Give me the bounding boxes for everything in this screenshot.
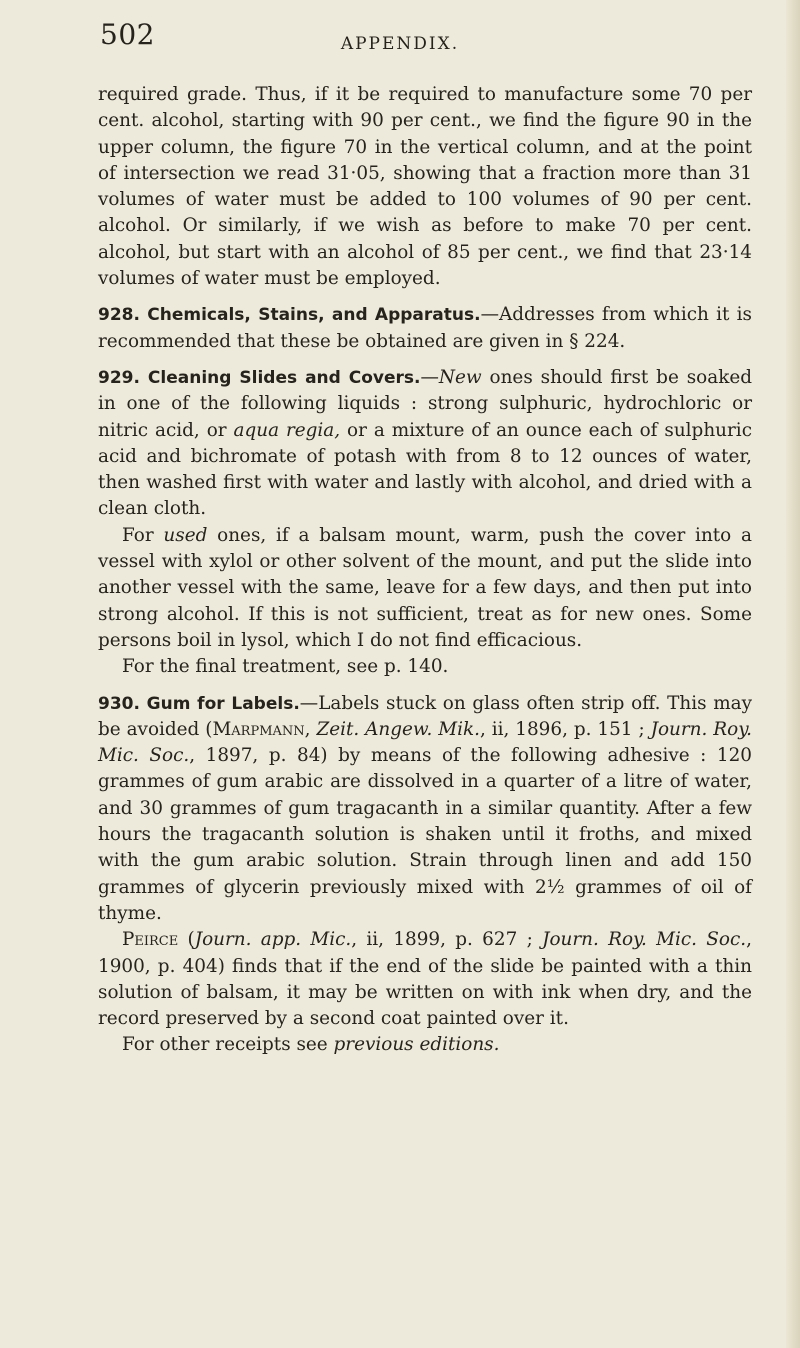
intro-paragraph: required grade. Thus, if it be required to manufacture some 70 per cent. alcohol, starting with 90 per cent., we find the figure 90 in the upper column, the figure 70 in the vertical column, and at the point of intersection we read 31·05, showing that a fraction more than 31 volumes of water must be added to 100 volumes of 90 per cent. alcohol. Or similarly, if we wish as before to make 70 per cent. alcohol, but start with an alcohol of 85 per cent., we find that 23·14 volumes of water must be employed. [98, 84, 752, 290]
section-929-paragraph-3 [98, 654, 752, 680]
section-930-heading: 930. Gum for Labels. [98, 693, 300, 714]
text-run: For [122, 524, 164, 546]
author-marpmann: Marpmann [212, 718, 305, 740]
text-run: For the final treatment, see p. 140. [122, 656, 449, 678]
body-text [98, 82, 752, 1059]
text-run: — [420, 366, 439, 388]
citation-journal: Journ. Roy. Mic. Soc. [542, 929, 747, 951]
section-929-paragraph-1 [98, 365, 752, 523]
text-run: , 1897, p. 84) by means of the following adhesive : 120 grammes of gum arabic are dissolved in a quarter of a litre of water, and 30 grammes of gum tragacanth in a similar quantity. After a few hours the tragacanth solution is shaken until it froths, and mixed with the gum arabic solution. Strain through linen and add 150 grammes of glycerin previously mixed with 2½ grammes of oil of thyme. [98, 745, 752, 924]
text-run: , ii, 1896, p. 151 ; [479, 718, 651, 740]
section-929-heading: 929. Cleaning Slides and Covers. [98, 367, 421, 388]
text-run: or a mixture of an ounce each of sulphuric acid and bichromate of potash with from 8 to 12 ounces of water, then washed first with water and lastly with alcohol, and dried with a clean cloth. [98, 419, 752, 520]
author-peirce: Peirce [122, 929, 179, 951]
text-run: , ii, 1899, p. 627 ; [351, 929, 543, 951]
section-928-text: —Addresses from which it is recommended that these be obtained are given in § 224. [98, 304, 752, 352]
section-928-heading: 928. Chemicals, Stains, and Apparatus. [98, 305, 481, 326]
emphasis-aqua-regia: aqua regia, [233, 419, 341, 441]
emphasis-used: used [163, 524, 208, 546]
section-929-paragraph-2 [98, 523, 752, 654]
page-header [0, 14, 800, 64]
section-930-paragraph-2 [98, 927, 752, 1032]
page-number: 502 [100, 18, 155, 51]
text-run: ones, if a balsam mount, warm, push the cover into a vessel with xylol or other solvent of the mount, and put the slide into another vessel with the same, leave for a few days, and then put into strong alcohol. If this is not sufficient, treat as for new ones. Some persons boil in lysol, which I do not find efficacious. [98, 524, 752, 651]
section-928 [98, 302, 752, 355]
citation-journal: Zeit. Angew. Mik. [316, 718, 480, 740]
text-run: For other receipts see [122, 1034, 334, 1056]
page-edge [786, 0, 800, 1348]
running-title: APPENDIX. [340, 34, 460, 54]
text-run: ones should first be soaked in one of the following liquids : strong sulphuric, hydrochloric or nitric acid, or [98, 366, 753, 441]
emphasis-previous-editions: previous editions. [333, 1034, 500, 1056]
section-930-paragraph-3 [98, 1032, 752, 1058]
text-run: ( [178, 929, 195, 951]
citation-journal: Journ. Roy. Mic. Soc. [98, 718, 752, 767]
citation-journal: Journ. app. Mic. [194, 929, 352, 951]
text-run: , 1900, p. 404) finds that if the end of the slide be painted with a thin solution of balsam, it may be written on with ink when dry, and the record preserved by a second coat painted over it. [98, 929, 752, 1030]
section-930-paragraph-1 [98, 691, 752, 928]
text-run: —Labels stuck on glass often strip off. This may be avoided ( [98, 692, 752, 740]
emphasis-new: New [438, 366, 482, 388]
text-run: , [304, 718, 317, 740]
